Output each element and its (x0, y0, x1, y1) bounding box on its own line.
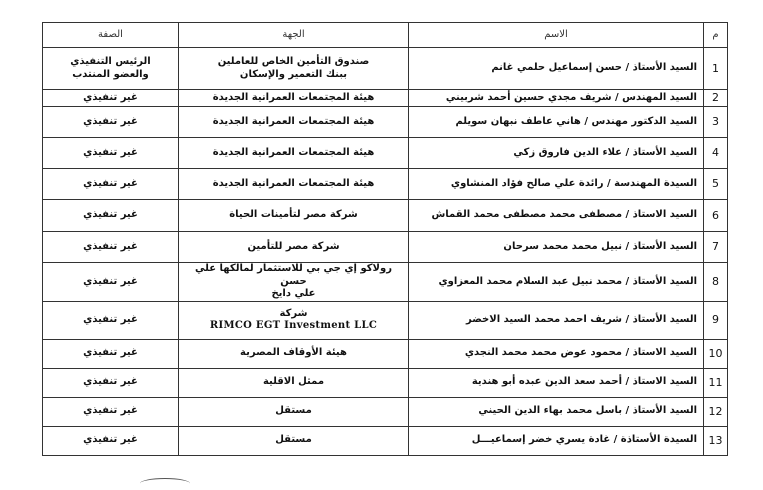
status-line: غير تنفيذي (83, 376, 138, 388)
row-number: 3 (704, 107, 728, 138)
entity-line: هيئة المجتمعات العمرانية الجديدة (212, 177, 375, 189)
entity-line: شركة مصر لتأمينات الحياة (229, 209, 358, 221)
status-line: غير تنفيذي (83, 405, 138, 417)
member-status (43, 426, 179, 455)
entity-line: مستقل (275, 405, 312, 417)
status-line: غير تنفيذي (83, 275, 138, 287)
row-number: 1 (704, 48, 728, 90)
table-row (43, 107, 728, 138)
member-name: السيد الأستاذ / شريف احمد محمد السيد الاخضر (409, 301, 704, 339)
member-entity (179, 107, 409, 138)
entity-line: RIMCO EGT Investment LLC (209, 320, 378, 331)
member-entity (179, 397, 409, 426)
row-number: 2 (704, 90, 728, 107)
table-row (43, 48, 728, 90)
member-entity (179, 200, 409, 232)
entity-line: شركة مصر للتأمين (247, 240, 340, 252)
row-number: 13 (704, 426, 728, 455)
row-number: 5 (704, 169, 728, 200)
entity-line: رولاكو إي جي بي للاستثمار لمالكها علي حسن (195, 263, 392, 287)
table-row (43, 138, 728, 169)
member-entity (179, 90, 409, 107)
entity-line: صندوق التأمين الخاص للعاملين (217, 56, 370, 67)
member-status (43, 169, 179, 200)
member-status (43, 263, 179, 302)
entity-line: ببنك التعمير والإسكان (239, 68, 348, 80)
row-number: 10 (704, 339, 728, 368)
status-line: غير تنفيذي (83, 313, 138, 325)
table-row (43, 232, 728, 263)
member-entity (179, 368, 409, 397)
table-row (43, 368, 728, 397)
entity-line: هيئة المجتمعات العمرانية الجديدة (212, 146, 375, 158)
member-entity (179, 138, 409, 169)
member-status (43, 138, 179, 169)
member-name: السيد الاستاذ / محمود عوض محمد محمد النجدي (409, 339, 704, 368)
member-name: السيد الاستاذ / مصطفى محمد مصطفى محمد القماش (409, 200, 704, 232)
member-name: السيد الأستاذ / باسل محمد بهاء الدين الحيني (409, 397, 704, 426)
table-row (43, 263, 728, 302)
row-number: 7 (704, 232, 728, 263)
table-row (43, 90, 728, 107)
row-number: 6 (704, 200, 728, 232)
status-line: غير تنفيذي (83, 347, 138, 359)
member-status (43, 48, 179, 90)
member-name: السيد الدكتور مهندس / هاني عاطف نبهان سويلم (409, 107, 704, 138)
table-row (43, 200, 728, 232)
member-status (43, 368, 179, 397)
member-entity (179, 169, 409, 200)
entity-line: شركة (279, 307, 308, 319)
member-name: السيدة الأستاذة / غادة يسري خضر إسماعيـــل (409, 426, 704, 455)
board-members-table (42, 22, 728, 456)
status-line: غير تنفيذي (83, 177, 138, 189)
status-line: غير تنفيذي (83, 240, 138, 252)
row-number: 12 (704, 397, 728, 426)
header-status: الصفة (43, 23, 179, 48)
member-entity (179, 48, 409, 90)
table-header-row (43, 23, 728, 48)
table-row (43, 169, 728, 200)
member-entity (179, 263, 409, 302)
member-status (43, 107, 179, 138)
status-line: الرئيس التنفيذي (70, 56, 151, 67)
header-entity: الجهة (179, 23, 409, 48)
member-entity (179, 426, 409, 455)
row-number: 11 (704, 368, 728, 397)
member-status (43, 397, 179, 426)
row-number: 9 (704, 301, 728, 339)
row-number: 4 (704, 138, 728, 169)
table-row (43, 339, 728, 368)
status-line: غير تنفيذي (83, 209, 138, 221)
status-line: غير تنفيذي (83, 434, 138, 446)
member-status (43, 301, 179, 339)
member-status (43, 200, 179, 232)
entity-line: مستقل (275, 434, 312, 446)
member-entity (179, 339, 409, 368)
member-name: السيد الاستاذ / أحمد سعد الدين عبده أبو هندية (409, 368, 704, 397)
member-status (43, 339, 179, 368)
member-entity (179, 232, 409, 263)
status-line: غير تنفيذي (83, 91, 138, 103)
member-status (43, 90, 179, 107)
status-line: غير تنفيذي (83, 115, 138, 127)
entity-line: هيئة المجتمعات العمرانية الجديدة (212, 115, 375, 127)
signature-mark (140, 478, 190, 489)
entity-line: ممثل الاقلية (262, 376, 325, 388)
table-row (43, 301, 728, 339)
entity-line: هيئة المجتمعات العمرانية الجديدة (212, 91, 375, 103)
member-status (43, 232, 179, 263)
member-name: السيد الأستاذ / حسن إسماعيل حلمي غانم (409, 48, 704, 90)
table-row (43, 397, 728, 426)
member-name: السيد الأستاذ / نبيل محمد محمد سرحان (409, 232, 704, 263)
table-row (43, 426, 728, 455)
member-entity (179, 301, 409, 339)
entity-line: هيئة الأوقاف المصرية (240, 347, 347, 359)
member-name: السيد المهندس / شريف مجدي حسين أحمد شربيني (409, 90, 704, 107)
header-num: م (704, 23, 728, 48)
header-name: الاسم (409, 23, 704, 48)
entity-line: علي دايخ (271, 288, 316, 299)
status-line: غير تنفيذي (83, 146, 138, 158)
member-name: السيد الأستاذ / محمد نبيل عبد السلام محمد المعزاوي (409, 263, 704, 302)
row-number: 8 (704, 263, 728, 302)
member-name: السيدة المهندسة / رائدة علي صالح فؤاد المنشاوي (409, 169, 704, 200)
status-line: والعضو المنتدب (72, 68, 149, 80)
member-name: السيد الأستاذ / علاء الدين فاروق زكي (409, 138, 704, 169)
